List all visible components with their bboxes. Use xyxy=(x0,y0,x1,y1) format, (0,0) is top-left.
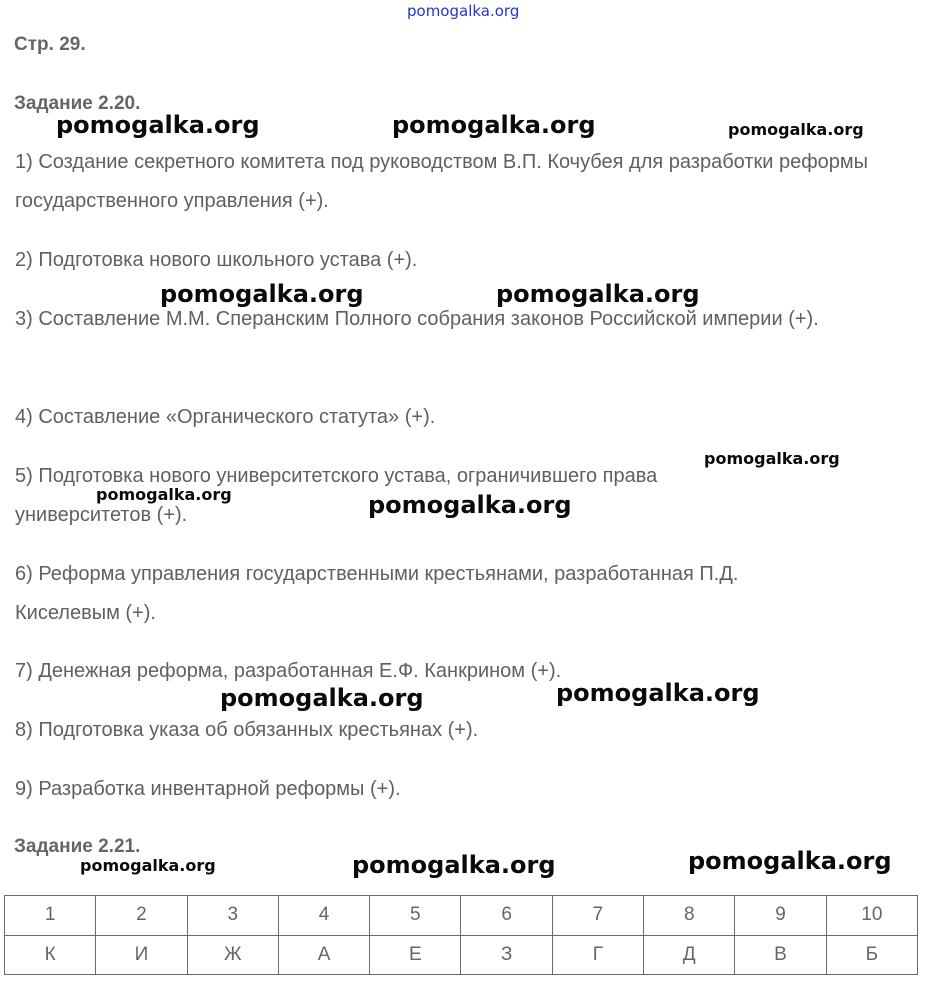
site-link[interactable]: pomogalka.org xyxy=(407,2,520,20)
answer-item-2: 2) Подготовка нового школьного устава (+). xyxy=(15,249,418,271)
table-cell-letter: К xyxy=(5,935,96,975)
answer-item-8: 8) Подготовка указа об обязанных крестьянах (+). xyxy=(15,719,479,741)
answer-item-6: 6) Реформа управления государственными крестьянами, разработанная П.Д. Киселевым (+). xyxy=(15,563,739,624)
table-cell-number: 5 xyxy=(370,896,461,936)
watermark: pomogalka.org xyxy=(556,679,760,707)
table-cell-letter: Ж xyxy=(187,935,278,975)
answer-item-4: 4) Составление «Органического статута» (+). xyxy=(15,406,436,428)
table-cell-number: 3 xyxy=(187,896,278,936)
watermark: pomogalka.org xyxy=(368,491,572,519)
watermark: pomogalka.org xyxy=(352,851,556,879)
table-cell-letter: Г xyxy=(552,935,643,975)
table-cell-letter: Б xyxy=(826,935,917,975)
page-label: Стр. 29. xyxy=(14,34,86,55)
watermark: pomogalka.org xyxy=(496,280,700,308)
table-cell-letter: В xyxy=(735,935,826,975)
answer-item-7: 7) Денежная реформа, разработанная Е.Ф. Канкрином (+). xyxy=(15,660,562,682)
table-cell-letter: Д xyxy=(644,935,735,975)
table-cell-letter: А xyxy=(278,935,369,975)
table-row-letters xyxy=(5,935,918,975)
table-cell-number: 7 xyxy=(552,896,643,936)
answer-item-3: 3) Составление М.М. Сперанским Полного собрания законов Российской империи (+). xyxy=(15,308,819,330)
table-cell-letter: И xyxy=(96,935,187,975)
watermark: pomogalka.org xyxy=(56,111,260,139)
table-cell-number: 9 xyxy=(735,896,826,936)
task-2-21-title: Задание 2.21. xyxy=(14,836,141,857)
watermark: pomogalka.org xyxy=(728,120,864,139)
answer-item-9: 9) Разработка инвентарной реформы (+). xyxy=(15,778,401,800)
table-cell-letter: Е xyxy=(370,935,461,975)
task-2-20-title: Задание 2.20. xyxy=(14,93,141,114)
table-cell-number: 1 xyxy=(5,896,96,936)
watermark: pomogalka.org xyxy=(96,485,232,504)
watermark: pomogalka.org xyxy=(80,856,216,875)
answer-item-1: 1) Создание секретного комитета под руководством В.П. Кочубея для разработки реформы государственного управления (+). xyxy=(15,151,869,212)
table-cell-number: 6 xyxy=(461,896,552,936)
watermark: pomogalka.org xyxy=(688,847,892,875)
watermark: pomogalka.org xyxy=(704,449,840,468)
table-row-numbers xyxy=(5,896,918,936)
watermark: pomogalka.org xyxy=(392,111,596,139)
table-cell-number: 10 xyxy=(826,896,917,936)
table-cell-letter: З xyxy=(461,935,552,975)
table-cell-number: 2 xyxy=(96,896,187,936)
watermark: pomogalka.org xyxy=(160,280,364,308)
table-cell-number: 4 xyxy=(278,896,369,936)
answer-item-5: 5) Подготовка нового университетского устава, ограничившего права университетов (+). xyxy=(15,465,658,526)
table-cell-number: 8 xyxy=(644,896,735,936)
watermark: pomogalka.org xyxy=(220,684,424,712)
answer-table xyxy=(4,895,918,975)
